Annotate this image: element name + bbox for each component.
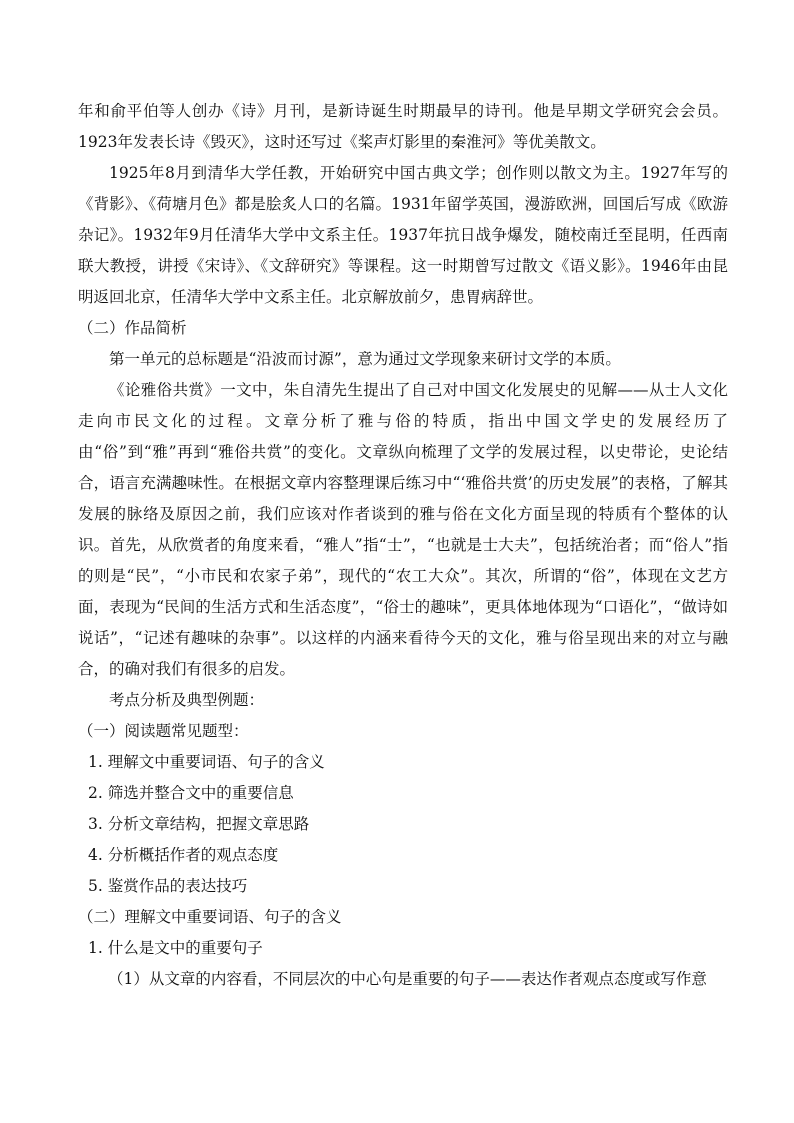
paragraph-exam-points: 考点分析及典型例题： bbox=[109, 691, 265, 709]
list-item: 3. 分析文章结构，把握文章思路 bbox=[88, 815, 310, 833]
paragraph-biography-career: 1925年8月到清华大学任教，开始研究中国古典文学；创作则以散文为主。1927年写的《背影》、《荷塘月色》都是脍炙人口的名篇。1931年留学英国，漫游欧洲，回国后写成《欧游杂记》。1932年9月任清华大学中文系主任。1937年抗日战争爆发，随校南迁至昆明，任西南联大教授，讲授《宋诗》、《文辞研究》等课程。这一时期曾写过散文《语义影》。1946年由昆明返回北京，任清华大学中文系主任。北京解放前夕，患胃病辞世。 bbox=[78, 164, 728, 306]
section-heading-understanding: （二）理解文中重要词语、句子的含义 bbox=[78, 908, 342, 926]
section-heading-question-types: （一）阅读题常见题型： bbox=[78, 722, 249, 740]
list-item: 2. 筛选并整合文中的重要信息 bbox=[88, 784, 294, 802]
list-item: 4. 分析概括作者的观点态度 bbox=[88, 846, 279, 864]
paragraph-essay-analysis: 《论雅俗共赏》一文中，朱自清先生提出了自己对中国文化发展史的见解——从士人文化走向市民文化的过程。文章分析了雅与俗的特质，指出中国文学史的发展经历了由“俗”到“雅”再到“雅俗共赏”的变化。文章纵向梳理了文学的发展过程，以史带论，史论结合，语言充满趣味性。在根据文章内容整理课后练习中“‘雅俗共赏’的历史发展”的表格，了解其发展的脉络及原因之前，我们应该对作者谈到的雅与俗在文化方面呈现的特质有个整体的认识。首先，从欣赏者的角度来看，“雅人”指“士”，“也就是士大夫”，包括统治者；而“俗人”指的则是“民”，“小市民和农家子弟”，现代的“农工大众”。其次，所谓的“俗”，体现在文艺方面，表现为“民间的生活方式和生活态度”，“俗士的趣味”，更具体地体现为“口语化”，“做诗如说话”，“记述有趣味的杂事”。以这样的内涵来看待今天的文化，雅与俗呈现出来的对立与融合，的确对我们有很多的启发。 bbox=[78, 381, 728, 678]
sub-item: （1）从文章的内容看，不同层次的中心句是重要的句子——表达作者观点态度或写作意 bbox=[108, 970, 707, 988]
list-item: 1. 理解文中重要词语、句子的含义 bbox=[88, 753, 325, 771]
paragraph-biography-intro: 年和俞平伯等人创办《诗》月刊，是新诗诞生时期最早的诗刊。他是早期文学研究会会员。1923年发表长诗《毁灭》，这时还写过《桨声灯影里的秦淮河》等优美散文。 bbox=[78, 102, 728, 151]
list-item: 1. 什么是文中的重要句子 bbox=[88, 939, 263, 957]
section-heading-work-analysis: （二）作品简析 bbox=[78, 319, 187, 337]
paragraph-unit-title: 第一单元的总标题是“沿波而讨源”，意为通过文学现象来研讨文学的本质。 bbox=[109, 350, 621, 368]
list-item: 5. 鉴赏作品的表达技巧 bbox=[88, 877, 248, 895]
document-body bbox=[78, 96, 728, 995]
